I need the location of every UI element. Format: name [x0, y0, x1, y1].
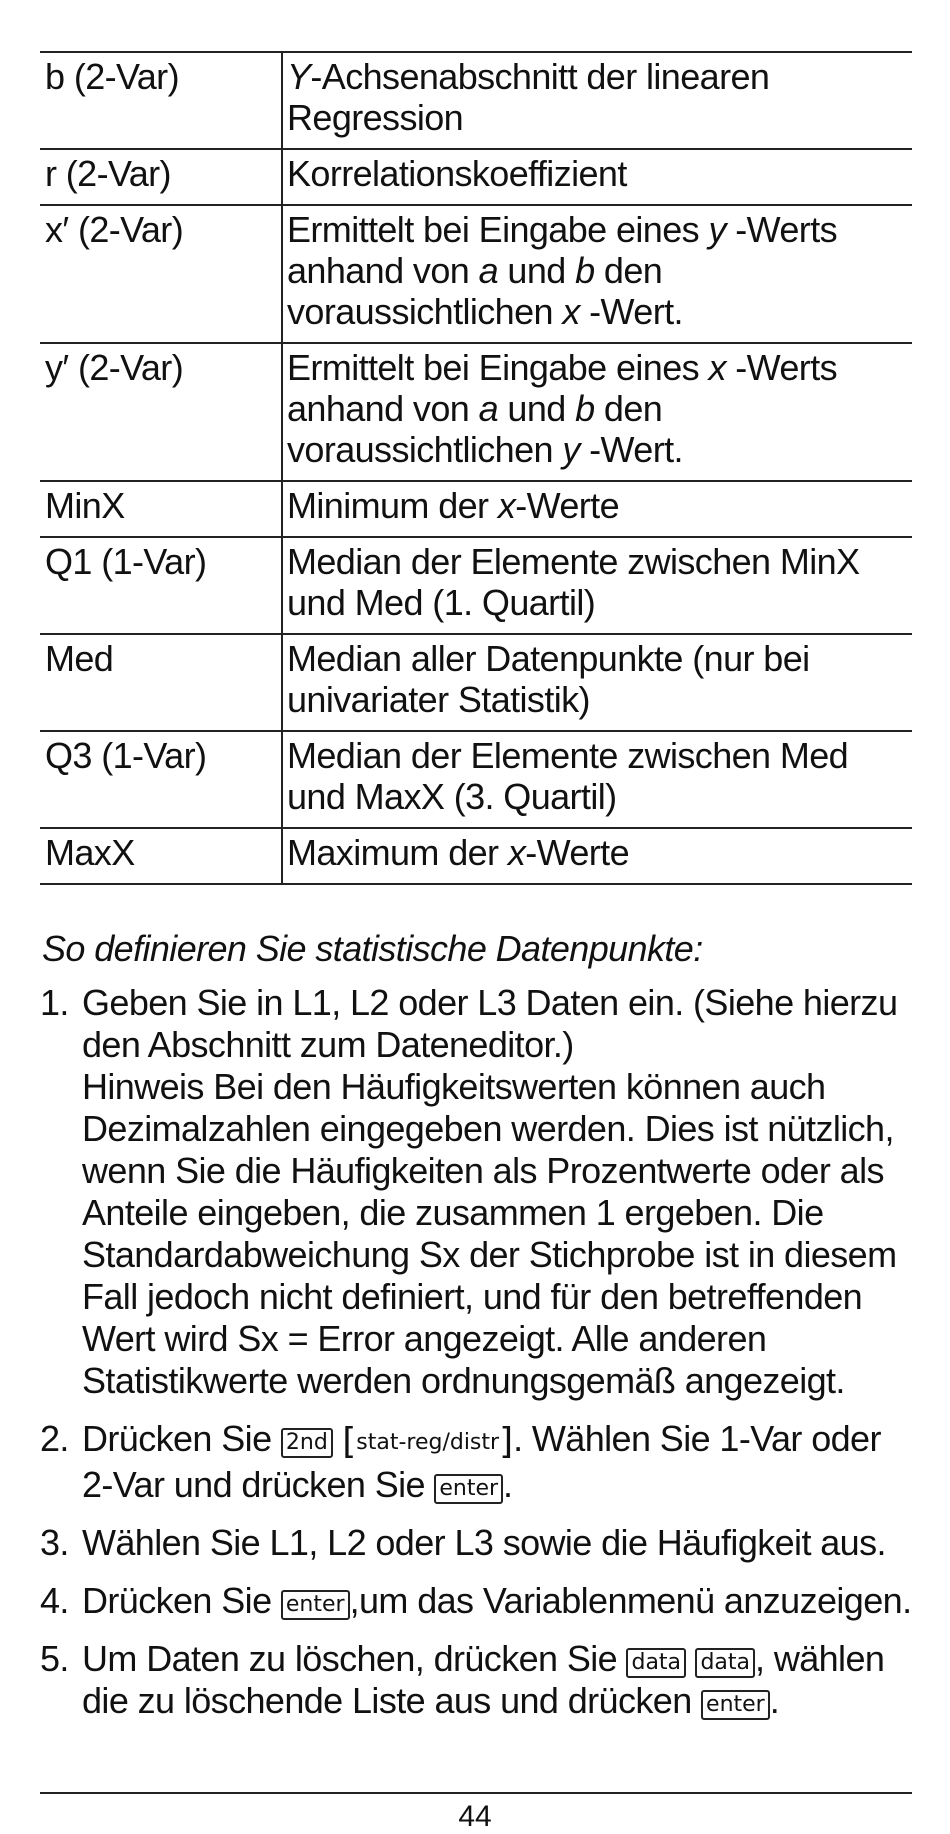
- key-enter-icon: enter: [434, 1474, 503, 1504]
- description-text: -Werts anhand von: [287, 347, 837, 429]
- description-text: Median aller Datenpunkte (nur bei univariater Statistik): [287, 638, 810, 720]
- description-text: Korrelationskoeffizient: [287, 153, 627, 194]
- description-text: -Werte: [515, 485, 619, 526]
- description-cell: [282, 481, 912, 537]
- italic-variable: y: [708, 209, 726, 250]
- description-text: Median der Elemente zwischen Med und MaxX (3. Quartil): [287, 735, 849, 817]
- term-cell: Med: [40, 634, 282, 731]
- page-number: 44: [458, 1800, 492, 1833]
- italic-variable: a: [478, 250, 498, 291]
- table-row: [40, 343, 912, 481]
- table-body: [40, 52, 912, 884]
- key-stat-reg-distr-icon: [stat-reg/distr]: [342, 1421, 514, 1462]
- description-text: Median der Elemente zwischen MinX und Med (1. Quartil): [287, 541, 860, 623]
- term-cell: y′ (2-Var): [40, 343, 282, 481]
- table-row: [40, 537, 912, 634]
- term-cell: MinX: [40, 481, 282, 537]
- description-text: und: [498, 388, 576, 429]
- step-note: Hinweis Bei den Häufigkeitswerten können auch Dezimalzahlen eingegeben werden. Dies ist nützlich, wenn Sie die Häufigkeiten als Prozentwerte oder als Anteile eingeben, die zusammen 1 ergeben. Die Standardabweichung Sx der Stichprobe ist in diesem Fall jedoch nicht definiert, und für den betreffenden Wert wird Sx = Error angezeigt. Alle anderen Statistikwerte werden ordnungsgemäß angezeigt.: [82, 1066, 897, 1401]
- secondary-key-label: stat-reg/distr: [356, 1430, 500, 1455]
- footer-divider: [40, 1792, 912, 1794]
- description-cell: [282, 52, 912, 149]
- italic-variable: x: [507, 832, 526, 873]
- step-1: [40, 982, 915, 1402]
- step-4: [40, 1580, 915, 1622]
- description-text: Ermittelt bei Eingabe eines: [287, 209, 709, 250]
- step-text: . Wählen Sie 1-Var oder 2-Var und drücken Sie: [82, 1418, 881, 1505]
- step-3: [40, 1522, 915, 1564]
- table-row: [40, 149, 912, 205]
- table-row: [40, 828, 912, 884]
- step-text: .: [769, 1680, 780, 1721]
- description-text: den voraussichtlichen: [287, 388, 663, 470]
- italic-variable: x: [497, 485, 516, 526]
- table-row: [40, 731, 912, 828]
- description-cell: [282, 205, 912, 343]
- table-row: [40, 52, 912, 149]
- key-2nd-icon: 2nd: [281, 1428, 333, 1458]
- step-number: 2.: [40, 1418, 69, 1459]
- table-row: [40, 634, 912, 731]
- italic-variable: Y: [287, 56, 311, 97]
- step-text: , wählen die zu löschende Liste aus und drücken: [82, 1638, 885, 1721]
- italic-variable: x: [708, 347, 726, 388]
- key-data-icon: data: [626, 1648, 686, 1678]
- italic-variable: a: [478, 388, 498, 429]
- key-enter-icon: enter: [701, 1690, 770, 1720]
- step-text: Drücken Sie: [82, 1418, 281, 1459]
- step-text: .: [503, 1464, 513, 1505]
- description-text: Maximum der: [287, 832, 508, 873]
- step-number: 1.: [40, 982, 69, 1023]
- description-text: Ermittelt bei Eingabe eines: [287, 347, 709, 388]
- term-cell: r (2-Var): [40, 149, 282, 205]
- description-cell: [282, 149, 912, 205]
- procedure-steps: [40, 982, 915, 1738]
- description-cell: [282, 343, 912, 481]
- table-row: [40, 481, 912, 537]
- description-text: -Wert.: [579, 429, 683, 470]
- step-number: 5.: [40, 1638, 69, 1679]
- term-cell: Q1 (1-Var): [40, 537, 282, 634]
- procedure-heading: So definieren Sie statistische Datenpunkte:: [42, 928, 703, 969]
- key-enter-icon: enter: [281, 1590, 350, 1620]
- step-2: [40, 1418, 915, 1506]
- description-text: -Werts anhand von: [287, 209, 837, 291]
- step-text: Drücken Sie: [82, 1580, 281, 1621]
- description-cell: [282, 537, 912, 634]
- step-5: [40, 1638, 915, 1722]
- description-text: -Werte: [525, 832, 629, 873]
- term-cell: b (2-Var): [40, 52, 282, 149]
- step-text: Wählen Sie L1, L2 oder L3 sowie die Häufigkeit aus.: [82, 1522, 886, 1563]
- step-text: Um Daten zu löschen, drücken Sie: [82, 1638, 627, 1679]
- description-text: -Achsenabschnitt der linearen Regression: [287, 56, 770, 138]
- description-cell: [282, 634, 912, 731]
- step-text: ,um das Variablenmenü anzuzeigen.: [349, 1580, 912, 1621]
- italic-variable: b: [575, 388, 595, 429]
- description-text: Minimum der: [287, 485, 498, 526]
- italic-variable: y: [562, 429, 580, 470]
- step-number: 4.: [40, 1580, 69, 1621]
- term-cell: Q3 (1-Var): [40, 731, 282, 828]
- table-row: [40, 205, 912, 343]
- key-data-icon: data: [695, 1648, 755, 1678]
- description-text: -Wert.: [579, 291, 683, 332]
- step-number: 3.: [40, 1522, 69, 1563]
- step-text: Geben Sie in L1, L2 oder L3 Daten ein. (Siehe hierzu den Abschnitt zum Dateneditor.): [82, 982, 898, 1065]
- term-cell: x′ (2-Var): [40, 205, 282, 343]
- description-text: den voraussichtlichen: [287, 250, 663, 332]
- italic-variable: b: [575, 250, 595, 291]
- description-cell: [282, 828, 912, 884]
- description-text: und: [498, 250, 576, 291]
- description-cell: [282, 731, 912, 828]
- term-cell: MaxX: [40, 828, 282, 884]
- italic-variable: x: [562, 291, 580, 332]
- statistics-variables-table: [40, 51, 912, 885]
